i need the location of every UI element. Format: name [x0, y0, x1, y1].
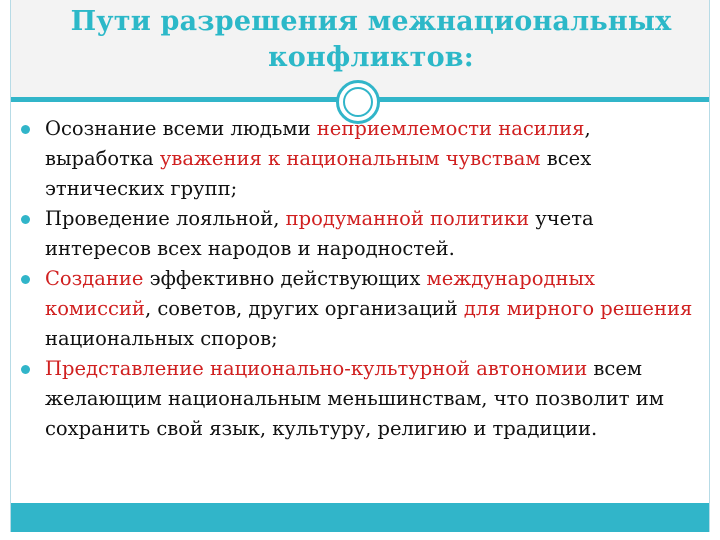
bullet-icon	[21, 125, 30, 134]
text-span: Осознание всеми людьми	[45, 117, 317, 140]
text-span: всем желающим национальным меньшинствам, что позволит им сохранить свой язык, культуру, религию и традиции.	[45, 357, 664, 440]
highlight-span: международных комиссий	[45, 267, 596, 320]
bullet-icon	[21, 215, 30, 224]
text-span: национальных споров;	[45, 327, 278, 350]
highlight-span: уважения к национальным чувствам	[159, 147, 541, 170]
text-span: Проведение лояльной,	[45, 207, 286, 230]
text-span: эффективно действующих	[143, 267, 427, 290]
footer-bar	[11, 503, 709, 532]
bullet-text-3	[45, 267, 692, 350]
bullet-text-2	[45, 207, 594, 260]
circle-ornament-inner	[343, 87, 373, 117]
bullet-item-1	[18, 114, 698, 204]
highlight-span: неприемлемости насилия	[316, 117, 585, 140]
highlight-span: Создание	[45, 267, 144, 290]
text-span: всех этнических групп;	[45, 147, 592, 200]
bullet-icon	[21, 275, 30, 284]
text-span: , советов, других организаций	[144, 297, 464, 320]
bullet-item-2	[18, 204, 698, 264]
text-span: учета интересов всех народов и народностей.	[45, 207, 594, 260]
bullet-item-3	[18, 264, 698, 354]
highlight-span: для мирного решения	[463, 297, 693, 320]
bullet-text-4	[45, 357, 664, 440]
bullet-icon	[21, 365, 30, 374]
bullet-list	[18, 114, 698, 444]
highlight-span: Представление национально-культурной автономии	[45, 357, 588, 380]
bullet-text-1	[45, 117, 591, 200]
slide-title: Пути разрешения межнациональных конфликтов:	[70, 6, 672, 73]
highlight-span: продуманной политики	[285, 207, 530, 230]
text-span: , выработка	[45, 117, 591, 170]
bullet-item-4	[18, 354, 698, 444]
